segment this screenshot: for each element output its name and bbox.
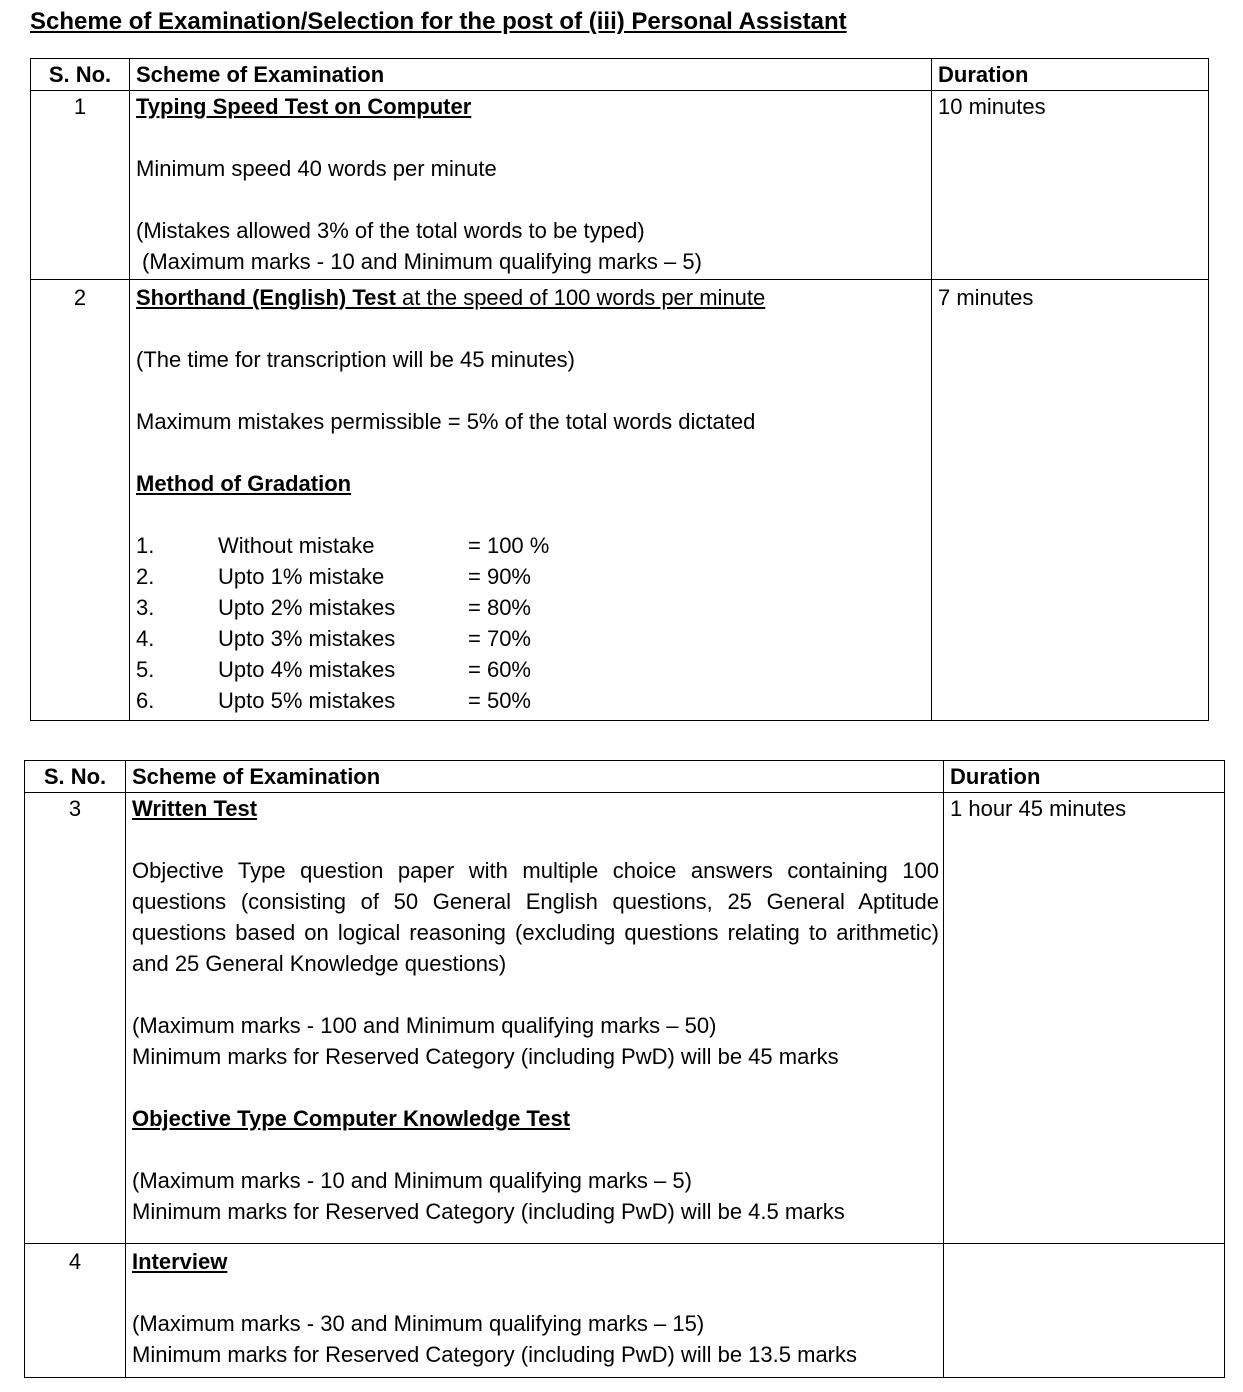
scheme-table-2 <box>24 760 1225 1378</box>
gradation-label: Upto 5% mistakes <box>218 688 396 713</box>
row-heading: Written Test <box>132 796 258 821</box>
gradation-item <box>136 623 931 654</box>
gradation-percent: = 80% <box>468 595 531 620</box>
row-sno: 3 <box>25 793 126 1244</box>
row-text: Minimum marks for Reserved Category (including PwD) will be 45 marks <box>132 1044 839 1069</box>
row-scheme <box>126 1244 944 1378</box>
gradation-item <box>136 561 931 592</box>
row-heading: Interview <box>132 1249 228 1274</box>
gradation-number: 3. <box>136 595 155 620</box>
gradation-item <box>136 654 931 685</box>
gradation-item <box>136 685 931 716</box>
row-sno: 2 <box>31 280 130 721</box>
row-scheme <box>126 793 944 1244</box>
table-row <box>31 91 1209 280</box>
table-header-row <box>31 59 1209 91</box>
row-subheading: Objective Type Computer Knowledge Test <box>132 1106 571 1131</box>
gradation-number: 2. <box>136 564 155 589</box>
row-text: (Maximum marks - 100 and Minimum qualifying marks – 50) <box>132 1013 717 1038</box>
row-sno: 1 <box>31 91 130 280</box>
row-text: (Mistakes allowed 3% of the total words to be typed) <box>136 218 645 243</box>
gradation-label: Upto 1% mistake <box>218 564 385 589</box>
gradation-label: Upto 3% mistakes <box>218 626 396 651</box>
gradation-number: 5. <box>136 657 155 682</box>
table-row <box>25 793 1225 1244</box>
header-duration: Duration <box>932 59 1209 91</box>
gradation-number: 1. <box>136 533 155 558</box>
header-scheme: Scheme of Examination <box>130 59 932 91</box>
row-text: (Maximum marks - 10 and Minimum qualifying marks – 5) <box>132 1168 692 1193</box>
table-row <box>25 1244 1225 1378</box>
page-title: Scheme of Examination/Selection for the post of (iii) Personal Assistant <box>30 8 847 35</box>
gradation-percent: = 90% <box>468 564 531 589</box>
scheme-table-1 <box>30 58 1209 721</box>
row-heading-rest: at the speed of 100 words per minute <box>395 285 766 310</box>
gradation-label: Upto 2% mistakes <box>218 595 396 620</box>
gradation-label: Without mistake <box>218 533 375 558</box>
row-text: Minimum marks for Reserved Category (including PwD) will be 13.5 marks <box>132 1342 858 1367</box>
row-text: (Maximum marks - 30 and Minimum qualifying marks – 15) <box>132 1311 705 1336</box>
gradation-percent: = 100 % <box>468 533 550 558</box>
row-sno: 4 <box>25 1244 126 1378</box>
row-scheme <box>130 280 932 721</box>
gradation-item <box>136 592 931 623</box>
row-text: Maximum mistakes permissible = 5% of the total words dictated <box>136 409 756 434</box>
row-duration: 1 hour 45 minutes <box>944 793 1225 1244</box>
row-duration <box>944 1244 1225 1378</box>
gradation-item <box>136 530 931 561</box>
row-text: Minimum marks for Reserved Category (including PwD) will be 4.5 marks <box>132 1199 845 1224</box>
header-duration: Duration <box>944 761 1225 793</box>
row-heading <box>136 282 931 313</box>
header-scheme: Scheme of Examination <box>126 761 944 793</box>
row-duration: 7 minutes <box>932 280 1209 721</box>
row-text: (Maximum marks - 10 and Minimum qualifying marks – 5) <box>142 249 702 274</box>
header-sno: S. No. <box>31 59 130 91</box>
gradation-percent: = 70% <box>468 626 531 651</box>
row-heading: Typing Speed Test on Computer <box>136 94 472 119</box>
row-heading-bold: Shorthand (English) Test <box>136 285 396 310</box>
row-text: (The time for transcription will be 45 minutes) <box>136 347 575 372</box>
header-sno: S. No. <box>25 761 126 793</box>
gradation-title: Method of Gradation <box>136 471 352 496</box>
table-header-row <box>25 761 1225 793</box>
gradation-number: 6. <box>136 688 155 713</box>
row-duration: 10 minutes <box>932 91 1209 280</box>
gradation-percent: = 50% <box>468 688 531 713</box>
row-scheme <box>130 91 932 280</box>
row-paragraph: Objective Type question paper with multiple choice answers containing 100 questions (consisting of 50 General English questions, 25 General Aptitude questions based on logical reasoning (excluding questions relating to arithmetic) and 25 General Knowledge questions) <box>132 858 939 976</box>
table-row <box>31 280 1209 721</box>
gradation-label: Upto 4% mistakes <box>218 657 396 682</box>
gradation-percent: = 60% <box>468 657 531 682</box>
gradation-number: 4. <box>136 626 155 651</box>
row-text: Minimum speed 40 words per minute <box>136 156 497 181</box>
